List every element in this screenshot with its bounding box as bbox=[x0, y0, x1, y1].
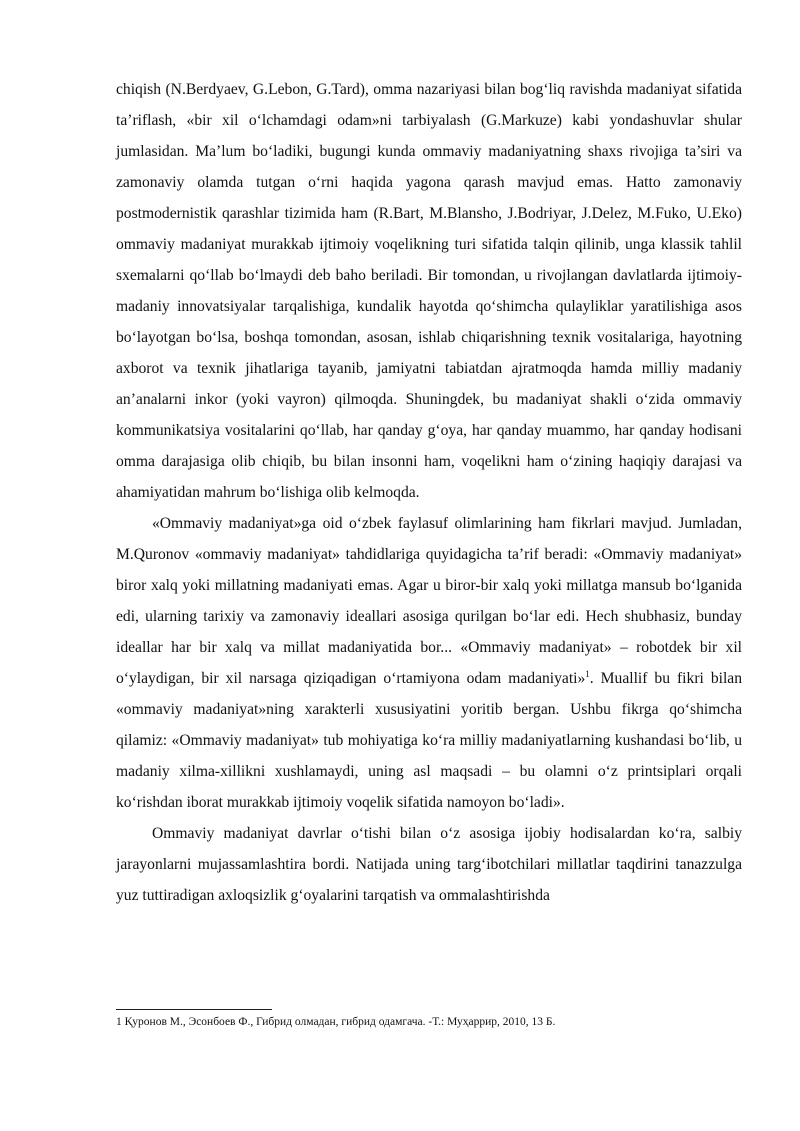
footnote-separator bbox=[116, 1009, 272, 1010]
paragraph-3: Ommaviy madaniyat davrlar o‘tishi bilan o‘z asosiga ijobiy hodisalardan ko‘ra, salbiy jarayonlarni mujassamlashtira bordi. Natijada uning targ‘ibotchilari millatlar taqdirini tanazzulga yuz tuttiradigan axloqsizlik g‘oyalarini tarqatish va ommalashtirishda bbox=[116, 825, 742, 904]
paragraph-2 bbox=[116, 508, 742, 818]
footnote-text: Қуронов М., Эсонбоев Ф., Гибрид олмадан, гибрид одамгача. -Т.: Муҳаррир, 2010, 13 Б. bbox=[124, 1016, 556, 1028]
footnote-reference[interactable]: 1 bbox=[585, 669, 590, 679]
paragraph-1: chiqish (N.Berdyaev, G.Lebon, G.Tard), omma nazariyasi bilan bog‘liq ravishda madaniyat sifatida ta’riflash, «bir xil o‘lchamdagi odam»ni tarbiyalash (G.Markuze) kabi yondashuvlar shular jumlasidan. Ma’lum bo‘ladiki, bugungi kunda ommaviy madaniyatning shaxs rivojiga ta’siri va zamonaviy olamda tutgan o‘rni haqida yagona qarash mavjud emas. Hatto zamonaviy postmodernistik qarashlar tizimida ham (R.Bart, M.Blansho, J.Bodriyar, J.Delez, M.Fuko, U.Eko) ommaviy madaniyat murakkab ijtimoiy voqelikning turi sifatida talqin qilinib, unga klassik tahlil sxemalarni qo‘llab bo‘lmaydi deb baho beriladi. Bir tomondan, u rivojlangan davlatlarda ijtimoiy-madaniy innovatsiyalar tarqalishiga, kundalik hayotda qo‘shimcha qulayliklar yaratilishiga asos bo‘layotgan bo‘lsa, boshqa tomondan, asosan, ishlab chiqarishning texnik vositalariga, hayotning axborot va texnik jihatlariga tayanib, jamiyatni tabiatdan ajratmoqda hamda milliy madaniy an’analarni inkor (yoki vayron) qilmoqda. Shuningdek, bu madaniyat shakli o‘zida ommaviy kommunikatsiya vositalarini qo‘llab, har qanday g‘oya, har qanday muammo, har qanday hodisani omma darajasiga olib chiqib, bu bilan insonni ham, voqelikni ham o‘zining haqiqiy darajasi va ahamiyatidan mahrum bo‘lishiga olib kelmoqda. bbox=[116, 81, 742, 501]
paragraph-2-part-a: «Ommaviy madaniyat»ga oid o‘zbek faylasuf olimlarining ham fikrlari mavjud. Jumladan, M.Quronov «ommaviy madaniyat» tahdidlariga quyidagicha ta’rif beradi: «Ommaviy madaniyat» biror xalq yoki millatning madaniyati emas. Agar u biror-bir xalq yoki millatga mansub bo‘lganida edi, ularning tarixiy va zamonaviy ideallari asosiga qurilgan bo‘lar edi. Hech shubhasiz, bunday ideallar har bir xalq va millat madaniyatida bor... «Ommaviy madaniyat» – robotdek bir xil o‘ylaydigan, bir xil narsaga qiziqadigan o‘rtamiyona odam madaniyati» bbox=[116, 515, 742, 687]
footnote-number: 1 bbox=[116, 1016, 122, 1028]
footnote bbox=[116, 1015, 756, 1030]
body-text bbox=[116, 74, 742, 911]
paragraph-2-part-b: . Muallif bu fikri bilan «ommaviy madaniyat»ning xarakterli xususiyatini yoritib bergan. Ushbu fikrga qo‘shimcha qilamiz: «Ommaviy madaniyat» tub mohiyatiga ko‘ra milliy madaniyatlarning kushandasi bo‘lib, u madaniy xilma-xillikni xushlamaydi, uning asl maqsadi – bu olamni o‘z printsiplari orqali ko‘rishdan iborat murakkab ijtimoiy voqelik sifatida namoyon bo‘ladi». bbox=[116, 670, 742, 811]
